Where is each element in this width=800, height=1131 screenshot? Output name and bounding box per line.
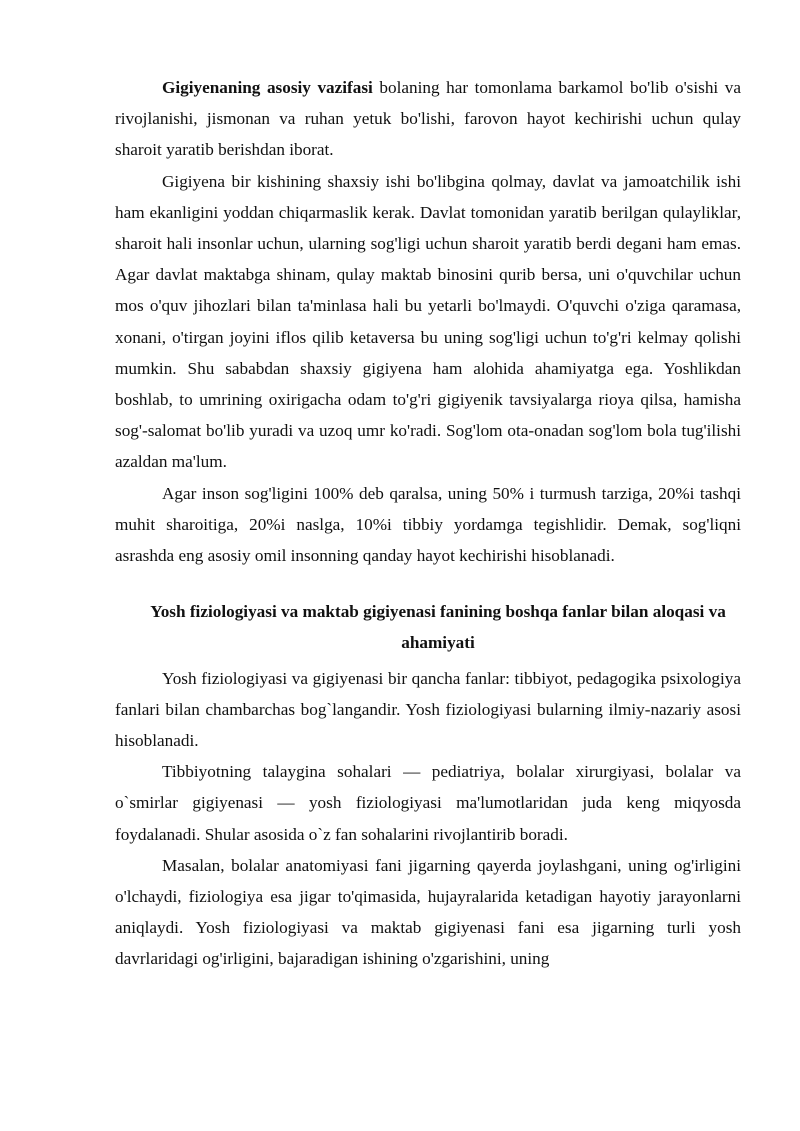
paragraph-text: bolaning har tomonlama barkamol bo'lib o'sishi va rivojlanishi, jismonan va ruhan yetuk bo'lishi, farovon hayot kechirishi uchun qulay sharoit yaratib berishdan iborat. <box>115 78 741 160</box>
document-page <box>115 72 741 975</box>
paragraph-hygiene-purpose <box>115 72 741 166</box>
paragraph-liver-example: Masalan, bolalar anatomiyasi fani jigarning qayerda joylashgani, uning og'irligini o'lchaydi, fiziologiya esa jigar to'qimasida, hujayralarida ketadigan hayotiy jarayonlarni aniqlaydi. Yosh fiziologiyasi va maktab gigiyenasi fani esa jigarning turli yosh davrlaridagi og'irligini, bajaradigan ishining o'zgarishini, uning <box>115 855 741 969</box>
section-heading: Yosh fiziologiyasi va maktab gigiyenasi fanining boshqa fanlar bilan aloqasi va ahamiyati <box>150 602 726 653</box>
paragraph-medicine-branches: Tibbiyotning talaygina sohalari — pediatriya, bolalar xirurgiyasi, bolalar va o`smirlar gigiyenasi — yosh fiziologiyasi ma'lumotlaridan juda keng miqyosda foydalanadi. Shular asosida o`z fan sohalarini rivojlantirib boradi. <box>115 762 741 844</box>
paragraph-personal-hygiene: Gigiyena bir kishining shaxsiy ishi bo'libgina qolmay, davlat va jamoatchilik ishi ham ekanligini yoddan chiqarmaslik kerak. Davlat tomonidan yaratib berilgan qulayliklar, sharoit hali insonlar uchun, ularning sog'ligi uchun sharoit yaratib berdi degani ham emas. Agar davlat maktabga shinam, qulay maktab binosini qurib bersa, uni o'quvchilar uchun mos o'quv jihozlari bilan ta'minlasa hali bu yetarli bo'lmaydi. O'quvchi o'ziga qaramasa, xonani, o'tirgan joyini iflos qilib ketaversa bu uning sog'ligi uchun to'g'ri kelmay qolishi mumkin. Shu sababdan shaxsiy gigiyena ham alohida ahamiyatga ega. Yoshlikdan boshlab, to umrining oxirigacha odam to'g'ri gigiyenik tavsiyalarga rioya qilsa, hamisha sog'-salomat bo'lib yuradi va uzoq umr ko'radi. Sog'lom ota-onadan sog'lom bola tug'ilishi azaldan ma'lum. <box>115 171 741 472</box>
paragraph-health-factors: Agar inson sog'ligini 100% deb qaralsa, uning 50% i turmush tarziga, 20%i tashqi muhit sharoitiga, 20%i naslga, 10%i tibbiy yordamga tegishlidir. Demak, sog'liqni asrashda eng asosiy omil insonning qanday hayot kechirishi hisoblanadi. <box>115 483 741 566</box>
paragraph-related-sciences: Yosh fiziologiyasi va gigiyenasi bir qancha fanlar: tibbiyot, pedagogika psixologiya fanlari bilan chambarchas bog`langandir. Yosh fiziologiyasi bularning ilmiy-nazariy asosi hisoblanadi. <box>115 668 741 751</box>
bold-term: Gigiyenaning asosiy vazifasi <box>162 78 373 97</box>
